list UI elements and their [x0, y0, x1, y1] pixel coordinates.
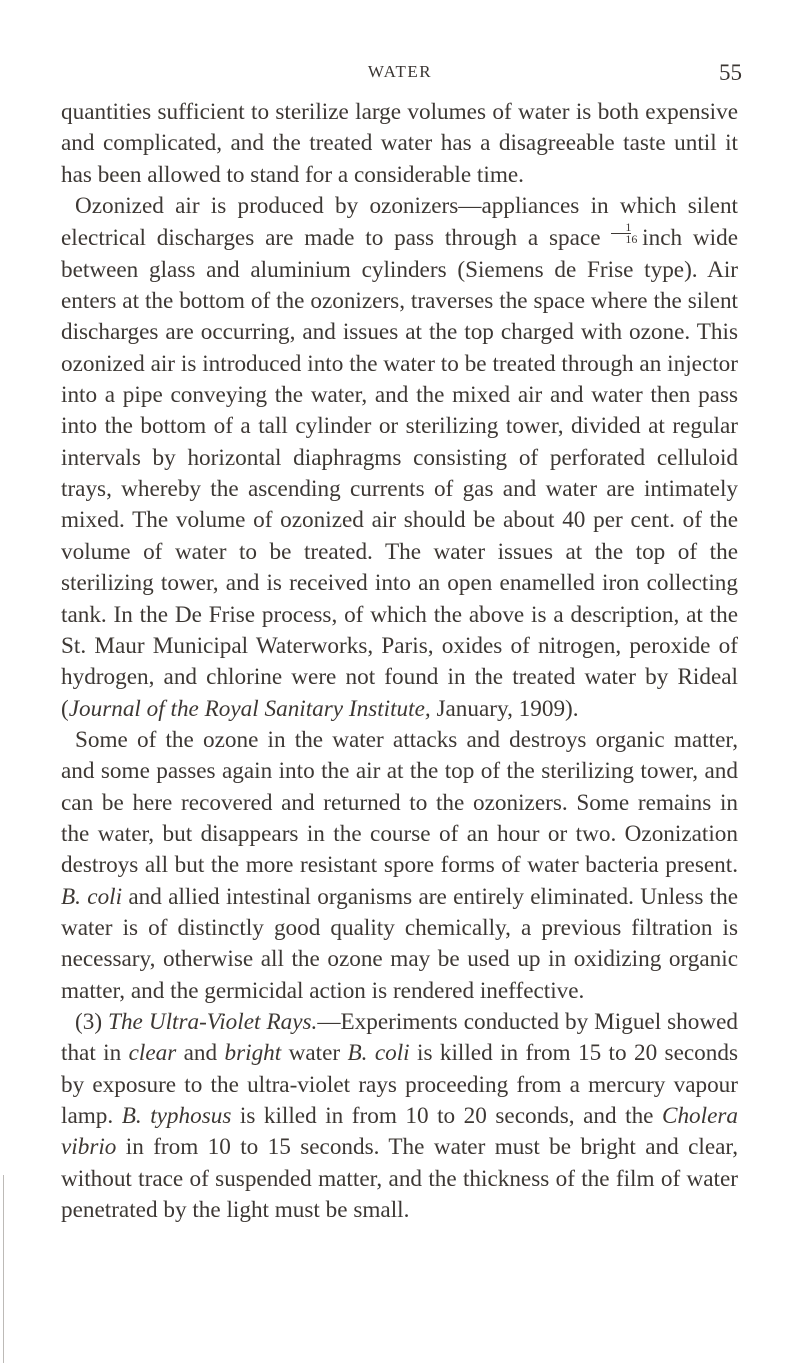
fraction-one-sixteenth — [611, 220, 638, 247]
species-b-coli-2: B. coli — [347, 1040, 410, 1067]
paragraph-1 — [61, 97, 738, 191]
emphasis-bright: bright — [224, 1040, 282, 1067]
page-number: 55 — [719, 60, 742, 85]
section-number: (3) — [75, 1008, 109, 1035]
body-text — [61, 97, 738, 1226]
running-head — [0, 58, 800, 88]
species-cholera-vibrio: Cholera vibrio — [61, 1103, 738, 1161]
paragraph-1-text: quantities sufficient to sterilize large volumes of water is both expensive and complicated, and the treated water has a disagreeable taste until it has been allowed to stand for a considerable time. — [61, 99, 738, 188]
fraction-numerator: 1 — [611, 222, 631, 234]
paragraph-4-and: and — [176, 1040, 225, 1067]
paragraph-4-text-b: water — [281, 1040, 348, 1067]
paragraph-4-text-e: in from 10 to 15 seconds. The water must be bright and clear, without trace of suspended matter, and the thickness of the film of water penetrated by the light must be small. — [61, 1134, 738, 1224]
species-b-typhosus: B. typhosus — [121, 1103, 232, 1129]
gutter-line — [3, 1175, 4, 1363]
species-b-coli: B. coli — [61, 883, 123, 910]
section-heading: The Ultra-Violet Rays. — [108, 1008, 318, 1035]
paragraph-2-text-b: inch wide between glass and aluminium cylinders (Siemens de Frise type). Air enters at the bottom of the ozonizers, traverses the space where the silent discharges are occurring, and issues at the top charged with ozone. This ozonized air is introduced into the water to be treated through an injector into a pipe conveying the water, and the mixed air and water then pass into the bottom of a tall cylinder or sterilizing tower, divided at regular intervals by horizontal diaphragms consisting of perforated celluloid trays, whereby the ascending currents of gas and water are intimately mixed. The volume of ozonized air should be about 40 per cent. of the volume of water to be treated. The water issues at the top of the sterilizing tower, and is received into an open enamelled iron collecting tank. In the De Frise process, of which the above is a description, at the St. Maur Municipal Waterworks, Paris, oxides of nitrogen, peroxide of hydrogen, and chlorine were not found in the treated water by Rideal ( — [61, 225, 739, 722]
paragraph-4-text-c: is killed in from 15 to 20 seconds by exposure to the ultra-violet rays proceeding from a mercury vapour lamp. — [61, 1040, 738, 1129]
paragraph-3-text-b: and allied intestinal organisms are entirely eliminated. Unless the water is of distinctly good quality chemically, a previous filtration is necessary, otherwise all the ozone may be used up in oxidizing organic matter, and the germicidal action is rendered ineffective. — [61, 883, 738, 1004]
fraction-denominator: 16 — [625, 232, 638, 247]
paragraph-3 — [61, 725, 738, 1007]
emphasis-clear: clear — [128, 1040, 177, 1067]
paragraph-4-text-a: —Experiments conducted by Miguel showed that in — [61, 1008, 738, 1067]
paragraph-3-text-a: Some of the ozone in the water attacks and destroys organic matter, and some passes again into the air at the top of the sterilizing tower, and can be here recovered and returned to the ozonizers. Some remains in the water, but disappears in the course of an hour or two. Ozonization destroys all but the more resistant spore forms of water bacteria present. — [61, 726, 738, 879]
paragraph-4 — [61, 1007, 738, 1226]
paragraph-2 — [61, 191, 738, 725]
running-title: WATER — [367, 62, 433, 81]
paragraph-2-text-c: January, 1909). — [430, 695, 579, 722]
paragraph-2-text-a: Ozonized air is produced by ozonizers—appliances in which silent electrical discharges are made to pass through a space — [61, 193, 738, 252]
journal-citation: Journal of the Royal Sanitary Institute, — [68, 695, 431, 722]
paragraph-4-text-d: is killed in from 10 to 20 seconds, and the — [231, 1103, 662, 1129]
